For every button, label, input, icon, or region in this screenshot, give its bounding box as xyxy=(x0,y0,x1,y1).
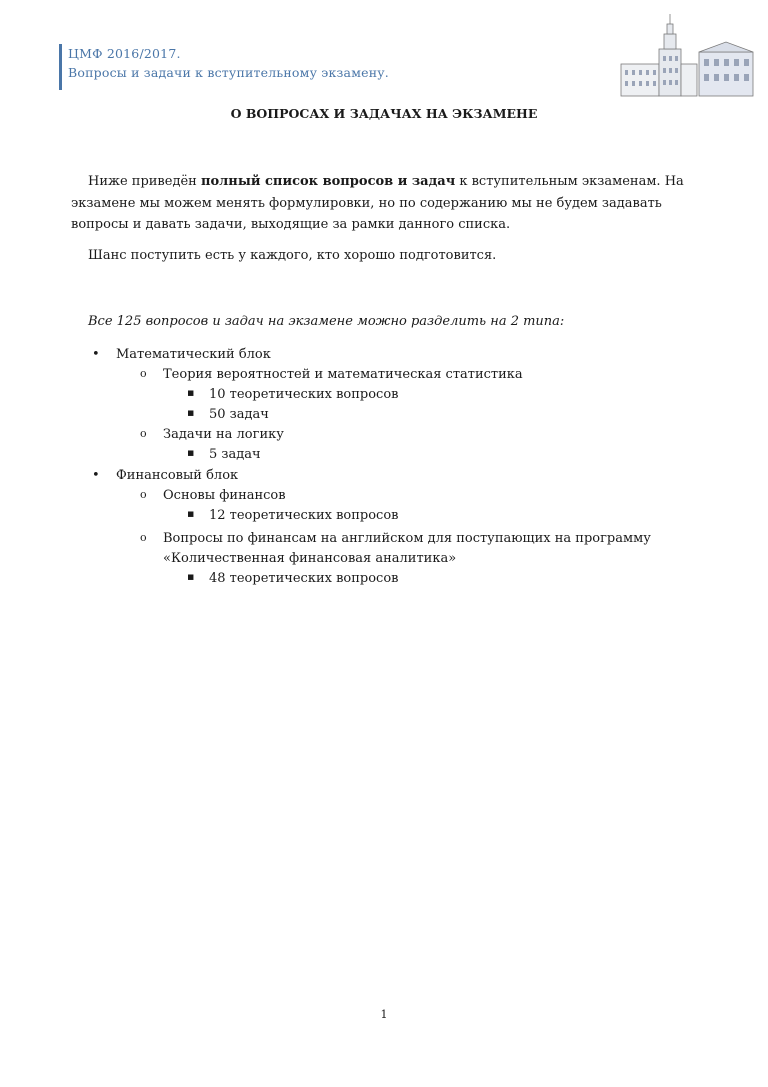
circle-marker: o xyxy=(140,367,147,380)
header-line-2: Вопросы и задачи к вступительному экзамену. xyxy=(68,65,389,80)
chance-paragraph: Шанс поступить есть у каждого, кто хорошо подготовится. xyxy=(88,248,497,263)
page-title: О ВОПРОСАХ И ЗАДАЧАХ НА ЭКЗАМЕНЕ xyxy=(230,106,538,121)
square-marker: ▪ xyxy=(187,570,195,583)
outline-prob-stats: Теория вероятностей и математическая статистика xyxy=(163,367,523,382)
outline-finance-english-theory: 48 теоретических вопросов xyxy=(209,571,399,586)
page-number: 1 xyxy=(380,1008,388,1021)
outline-logic-tasks: 5 задач xyxy=(209,447,261,462)
outline-math-block: Математический блок xyxy=(116,347,271,362)
square-marker: ▪ xyxy=(187,406,195,419)
bullet-marker: • xyxy=(92,347,100,362)
intro-paragraph xyxy=(71,171,711,236)
square-marker: ▪ xyxy=(187,386,195,399)
document-header xyxy=(59,44,389,90)
square-marker: ▪ xyxy=(187,507,195,520)
intro-bold-text: полный список вопросов и задач xyxy=(200,174,456,189)
university-building-icon xyxy=(619,14,755,100)
outline-logic: Задачи на логику xyxy=(163,427,284,442)
circle-marker: o xyxy=(140,427,147,440)
header-line-1: ЦМФ 2016/2017. xyxy=(68,46,181,61)
circle-marker: o xyxy=(140,488,147,501)
outline-prob-tasks: 50 задач xyxy=(209,407,269,422)
intro-text-start: Ниже приведён xyxy=(88,174,201,189)
outline-finance-english-line2: «Количественная финансовая аналитика» xyxy=(163,551,457,566)
types-paragraph: Все 125 вопросов и задач на экзамене можно разделить на 2 типа: xyxy=(88,314,565,329)
bullet-marker: • xyxy=(92,468,100,483)
outline-finance-theory: 12 теоретических вопросов xyxy=(209,508,399,523)
circle-marker: o xyxy=(140,531,147,544)
square-marker: ▪ xyxy=(187,446,195,459)
outline-finance-english-line1: Вопросы по финансам на английском для поступающих на программу xyxy=(163,531,651,546)
outline-finance-basics: Основы финансов xyxy=(163,488,286,503)
intro-text-end: к вступительным экзаменам. На экзамене мы можем менять формулировки, но по содержанию мы не будем задавать вопросы и давать задачи, выходящие за рамки данного списка. xyxy=(71,174,684,232)
outline-finance-block: Финансовый блок xyxy=(116,468,239,483)
outline-prob-theory: 10 теоретических вопросов xyxy=(209,387,399,402)
